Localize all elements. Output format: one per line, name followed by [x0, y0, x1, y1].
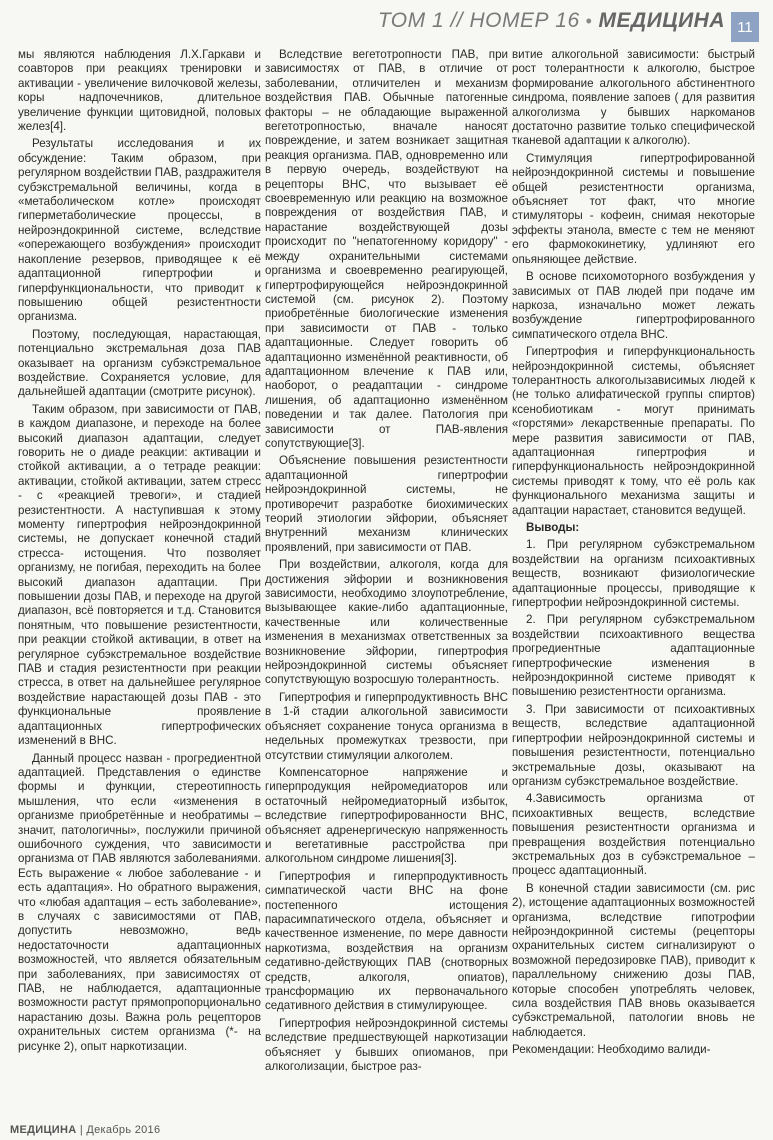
paragraph: Гипертрофия нейроэндокринной системы вследствие предшествующей наркотизации объясняет у бывших опиоманов, при алкоголизации, быстрое раз-	[265, 1016, 508, 1074]
paragraph: 3. При зависимости от психоактивных веществ, вследствие адаптационной гипертрофии нейроэндокринной системы и повышения резистентности, потенциально экстремальные дозы, оказывают на организм субэкстремальное воздействие.	[512, 702, 755, 788]
paragraph: Гипертрофия и гиперпродуктивность ВНС в 1-й стадии алкогольной зависимости объясняет сохранение тонуса организма в недельных промежутках трезвости, при отсутствии стимуляции алкоголем.	[265, 690, 508, 762]
paragraph: В конечной стадии зависимости (см. рис 2), истощение адаптационных возможностей организма, вследствие гипотрофии нейроэндокринной системы (рецепторы охранительных систем сигнализируют о возможной передозировке ПАВ), приводит к параллельному снижению дозы ПАВ, которые способен употреблять человек, сила воздействия ПАВ вновь оказывается субэкстремальной, патологии вновь не наблюдается.	[512, 881, 755, 1039]
footer-journal: МЕДИЦИНА	[10, 1124, 77, 1136]
paragraph: 4.Зависимость организма от психоактивных веществ, вследствие повышения резистентности организма и превращения воздействия потенциально экстремальных доз в субэкстремальное – процесс адаптационный.	[512, 792, 755, 878]
text-column-1	[18, 48, 261, 1057]
paragraph: Данный процесс назван - прогредиентной адаптацией. Представления о единстве формы и функции, стереотипность мышления, что если «изменения в организме приобретённые и необратимы – значит, патологичны», послужили причиной ошибочного суждения, что зависимости организма от ПАВ являются заболеваниями. Есть выражение « любое заболевание - и есть адаптация». Но обратного выражения, что «любая адаптация – есть заболевание», в случаях с зависимостями от ПАВ, допустить невозможно, ведь недостаточности адаптационных возможностей, что является обязательным при заболеваниях, при зависимостях от ПАВ, не наблюдается, адаптационные возможности растут прямопропорционально нарастанию дозы. Важна роль рецепторов охранительных систем организма (*- на рисунке 2), опыт наркотизации.	[18, 751, 261, 1053]
paragraph: Результаты исследования и их обсуждение: Таким образом, при регулярном воздействии ПАВ, раздражителя субэкстремальной величины, когда в «метаболическом котле» происходят гиперметаболические процессы, в нейроэндокринной системе, вследствие «опережающего возбуждения» происходит накопление резервов, приводящее к её адаптационной гипертрофии и гиперфункциональности, что приводит к повышению общей резистентности организма.	[18, 137, 261, 324]
paragraph: В основе психомоторного возбуждения у зависимых от ПАВ людей при подаче им наркоза, изначально может лежать возбуждение гипертрофированного симпатического отдела ВНС.	[512, 270, 755, 341]
paragraph: При воздействии, алкоголя, когда для достижения эйфории и возникновения зависимости, необходимо злоупотребление, вызывающее какие-либо адаптационные, качественные или количественные изменения в механизмах ответственных за возникновение эйфории, гипертрофия нейроэндокринной системы объясняет сопутствующую возросшую толерантность.	[265, 558, 508, 687]
paragraph: витие алкогольной зависимости: быстрый рост толерантности к алкоголю, быстрое формирование алкогольного абстинентного синдрома, появление запоев ( для развития алкоголизма у бывших наркоманов достаточно развитие только специфической тканевой адаптации к алкоголю).	[512, 48, 755, 148]
paragraph: Гипертрофия и гиперпродуктивность симпатической части ВНС на фоне постепенного истощения парасимпатического отдела, объясняет и качественное изменение, по мере давности наркотизма, воздействия на организм седативно-действующих ПАВ (снотворных средств, алкоголя, опиатов), трансформацию их первоначального седативного действия в стимулирующее.	[265, 869, 508, 1013]
section-heading: Выводы:	[526, 521, 580, 534]
separator-dot: •	[585, 10, 593, 31]
paragraph: Рекомендации: Необходимо валиди-	[512, 1043, 711, 1057]
paragraph: 2. При регулярном субэкстремальном воздействии психоактивного вещества прогредиентные адаптационные гипертрофические изменения в нейроэндокринной системе приводят к повышению резистентности организма.	[512, 613, 755, 699]
footer-divider: |	[79, 1124, 87, 1136]
journal-volume: ТОМ 1 // НОМЕР 16	[377, 9, 580, 32]
page-footer	[10, 1124, 160, 1136]
paragraph: Стимуляция гипертрофированной нейроэндокринной системы и повышение общей резистентности организма, объясняет тот факт, что многие стимуляторы - кофеин, снимая некоторые эффекты этанола, вместе с тем не меняют его фармококинетику, удлиняют его опьяняющее действие.	[512, 151, 755, 266]
page-number: 11	[731, 12, 759, 42]
paragraph: Вследствие вегетотропности ПАВ, при зависимостях от ПАВ, в отличие от заболевании, отличителен и механизм воздействия ПАВ. Обычные патогенные факторы – не обладающие выраженной вегетотропностью, вначале наносят повреждение, и затем возникает защитная реакция организма. ПАВ, одновременно или в первую очередь, воздействуют на рецепторы ВНС, что вызывает её своевременную или реакцию на возможное повреждения от воздействия ПАВ, и нарастание воздействующей дозы происходит по "непатогенному коридору" - между охранительными системами организма и своевременно реагирующей, гипертрофирующейся нейроэндокринной системой (см. рисунок 2). Поэтому приобретённые биологические изменения при зависимости от ПАВ - только адаптационные. Следует говорить об адаптационно изменённой реактивности, об адаптационном влечение к ПАВ или, наоборот, о реадаптации - синдроме лишения, об адаптационно изменённом поведении и так далее. Патология при зависимости от ПАВ-явления сопутствующие[3].	[265, 48, 508, 450]
paragraph: Компенсаторное напряжение и гиперпродукция нейромедиаторов или остаточный нейромедиаторный избыток, вследствие гипертрофированности ВНС, объясняет адренергическую напряженность и вегетативные расстройства при алкогольном синдроме лишения[3].	[265, 765, 508, 866]
paragraph: Поэтому, последующая, нарастающая, потенциально экстремальная доза ПАВ оказывает на организм субэкстремальное воздействие. Сохраняется условие, для дальнейшей адаптации (смотрите рисунок).	[18, 327, 261, 399]
paragraph: мы являются наблюдения Л.Х.Гаркави и соавторов при реакциях тренировки и активации - увеличение вилочковой железы, коры надпочечников, длительное увеличение функции щитовидной, половых желез[4].	[18, 48, 261, 134]
footer-date: Декабрь 2016	[86, 1124, 161, 1136]
running-header	[378, 8, 725, 34]
journal-section: МЕДИЦИНА	[598, 9, 725, 32]
paragraph: Объяснение повышения резистентности адаптационной гипертрофии нейроэндокринной системы, не противоречит разработке биохимических теорий этиологии эйфории, объясняет внутренний механизм клинических проявлений, при зависимости от ПАВ.	[265, 454, 508, 554]
text-column-3	[512, 48, 755, 1061]
text-column-2	[265, 48, 508, 1077]
paragraph: Гипертрофия и гиперфункциональность нейроэндокринной системы, объясняет толерантность алкоголызависимых людей к (не только алифатической группы спиртов) ксенобиотикам - могут принимать «горстями» лекарственные препараты. По мере развития зависимости от ПАВ, адаптационная гипертрофия и гиперфункциональность нейроэндокринной системы приводят к тому, что её роль как функционального механизма защиты и адаптации нарастает, становится ведущей.	[512, 345, 755, 517]
paragraph: 1. При регулярном субэкстремальном воздействии на организм психоактивных веществ, возникают физиологические адаптационные процессы, приводящие к гипертрофии нейроэндокринной системы.	[512, 538, 755, 610]
paragraph: Таким образом, при зависимости от ПАВ, в каждом диапазоне, и переходе на более высокий диапазон адаптации, следует говорить не о диаде реакции: активации и стойкой активации, а о тетраде реакции: активации, стойкой активации, затем стресс - с «реакцией тревоги», и стадией резистентности. А наступившая к этому моменту гипертрофия нейроэндокринной системы, не допускает конечной стадий стресса- истощения. Что позволяет организму, не погибая, переходить на более высокий диапазон адаптации. При повышении дозы ПАВ, и переходе на другой диапазон, всё повторяется и т.д. Становится понятным, что повышение резистентности, при реакции стойкой активации, в ответ на регулярное субэкстремальное воздействие ПАВ и стадия резистентности при реакции стресса, в ответ на дальнейшее регулярное воздействие нарастающей дозы ПАВ - это функциональные проявление адаптационных гипертрофических изменений в ВНС.	[18, 402, 261, 748]
